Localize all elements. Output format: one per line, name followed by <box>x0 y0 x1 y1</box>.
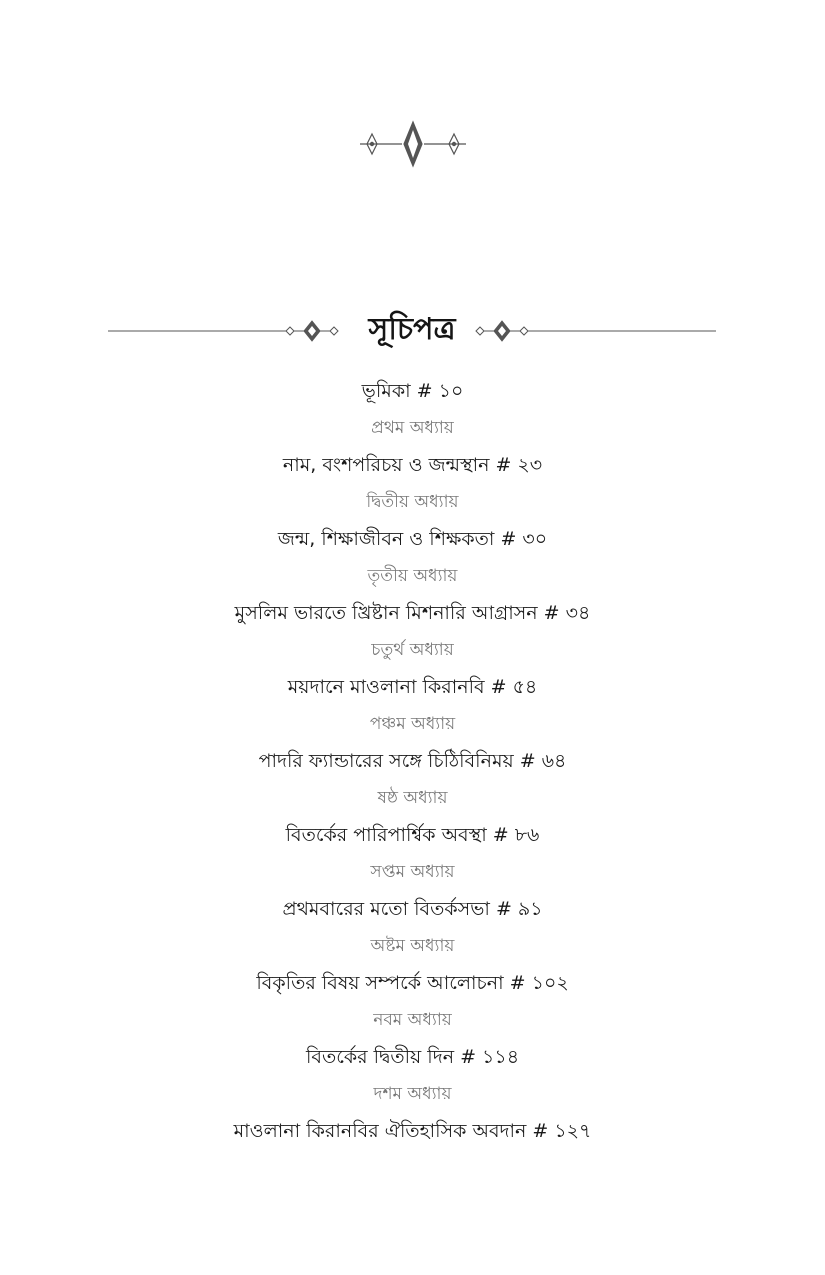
chapter-label: দশম অধ্যায় <box>373 1084 452 1104</box>
toc-introduction: ভূমিকা # ১০ <box>361 380 464 402</box>
chapter-label: চতুর্থ অধ্যায় <box>371 640 454 660</box>
chapter-title: পাদরি ফ্যান্ডারের সঙ্গে চিঠিবিনিময় # ৬৪ <box>258 750 567 772</box>
diamond-ornament-icon <box>358 118 468 170</box>
chapter-label: পঞ্চম অধ্যায় <box>369 714 456 734</box>
chapter-title: বিতর্কের পারিপার্শ্বিক অবস্থা # ৮৬ <box>285 824 540 846</box>
chapter-title: প্রথমবারের মতো বিতর্কসভা # ৯১ <box>282 898 543 920</box>
table-of-contents <box>120 372 705 1150</box>
chapter-label: অষ্টম অধ্যায় <box>370 936 455 956</box>
chapter-label: প্রথম অধ্যায় <box>371 418 454 438</box>
heading-row <box>108 308 716 354</box>
chapter-title: মাওলানা কিরানবির ঐতিহাসিক অবদান # ১২৭ <box>233 1120 592 1142</box>
chapter-label: সপ্তম অধ্যায় <box>370 862 455 882</box>
chapter-title: বিতর্কের দ্বিতীয় দিন # ১১৪ <box>305 1046 520 1068</box>
chapter-title: ময়দানে মাওলানা কিরানবি # ৫৪ <box>287 676 538 698</box>
chapter-title: বিকৃতির বিষয় সম্পর্কে আলোচনা # ১০২ <box>256 972 569 994</box>
chapter-label: ষষ্ঠ অধ্যায় <box>377 788 448 808</box>
chapter-label: দ্বিতীয় অধ্যায় <box>366 492 459 512</box>
top-ornament <box>0 118 825 170</box>
page-title: সূচিপত্র <box>368 312 456 347</box>
chapter-title: নাম, বংশপরিচয় ও জন্মস্থান # ২৩ <box>282 454 543 476</box>
chapter-title: মুসলিম ভারতে খ্রিষ্টান মিশনারি আগ্রাসন # ৩৪ <box>234 602 591 624</box>
chapter-label: নবম অধ্যায় <box>373 1010 452 1030</box>
chapter-label: তৃতীয় অধ্যায় <box>367 566 458 586</box>
chapter-title: জন্ম, শিক্ষাজীবন ও শিক্ষকতা # ৩০ <box>277 528 548 550</box>
